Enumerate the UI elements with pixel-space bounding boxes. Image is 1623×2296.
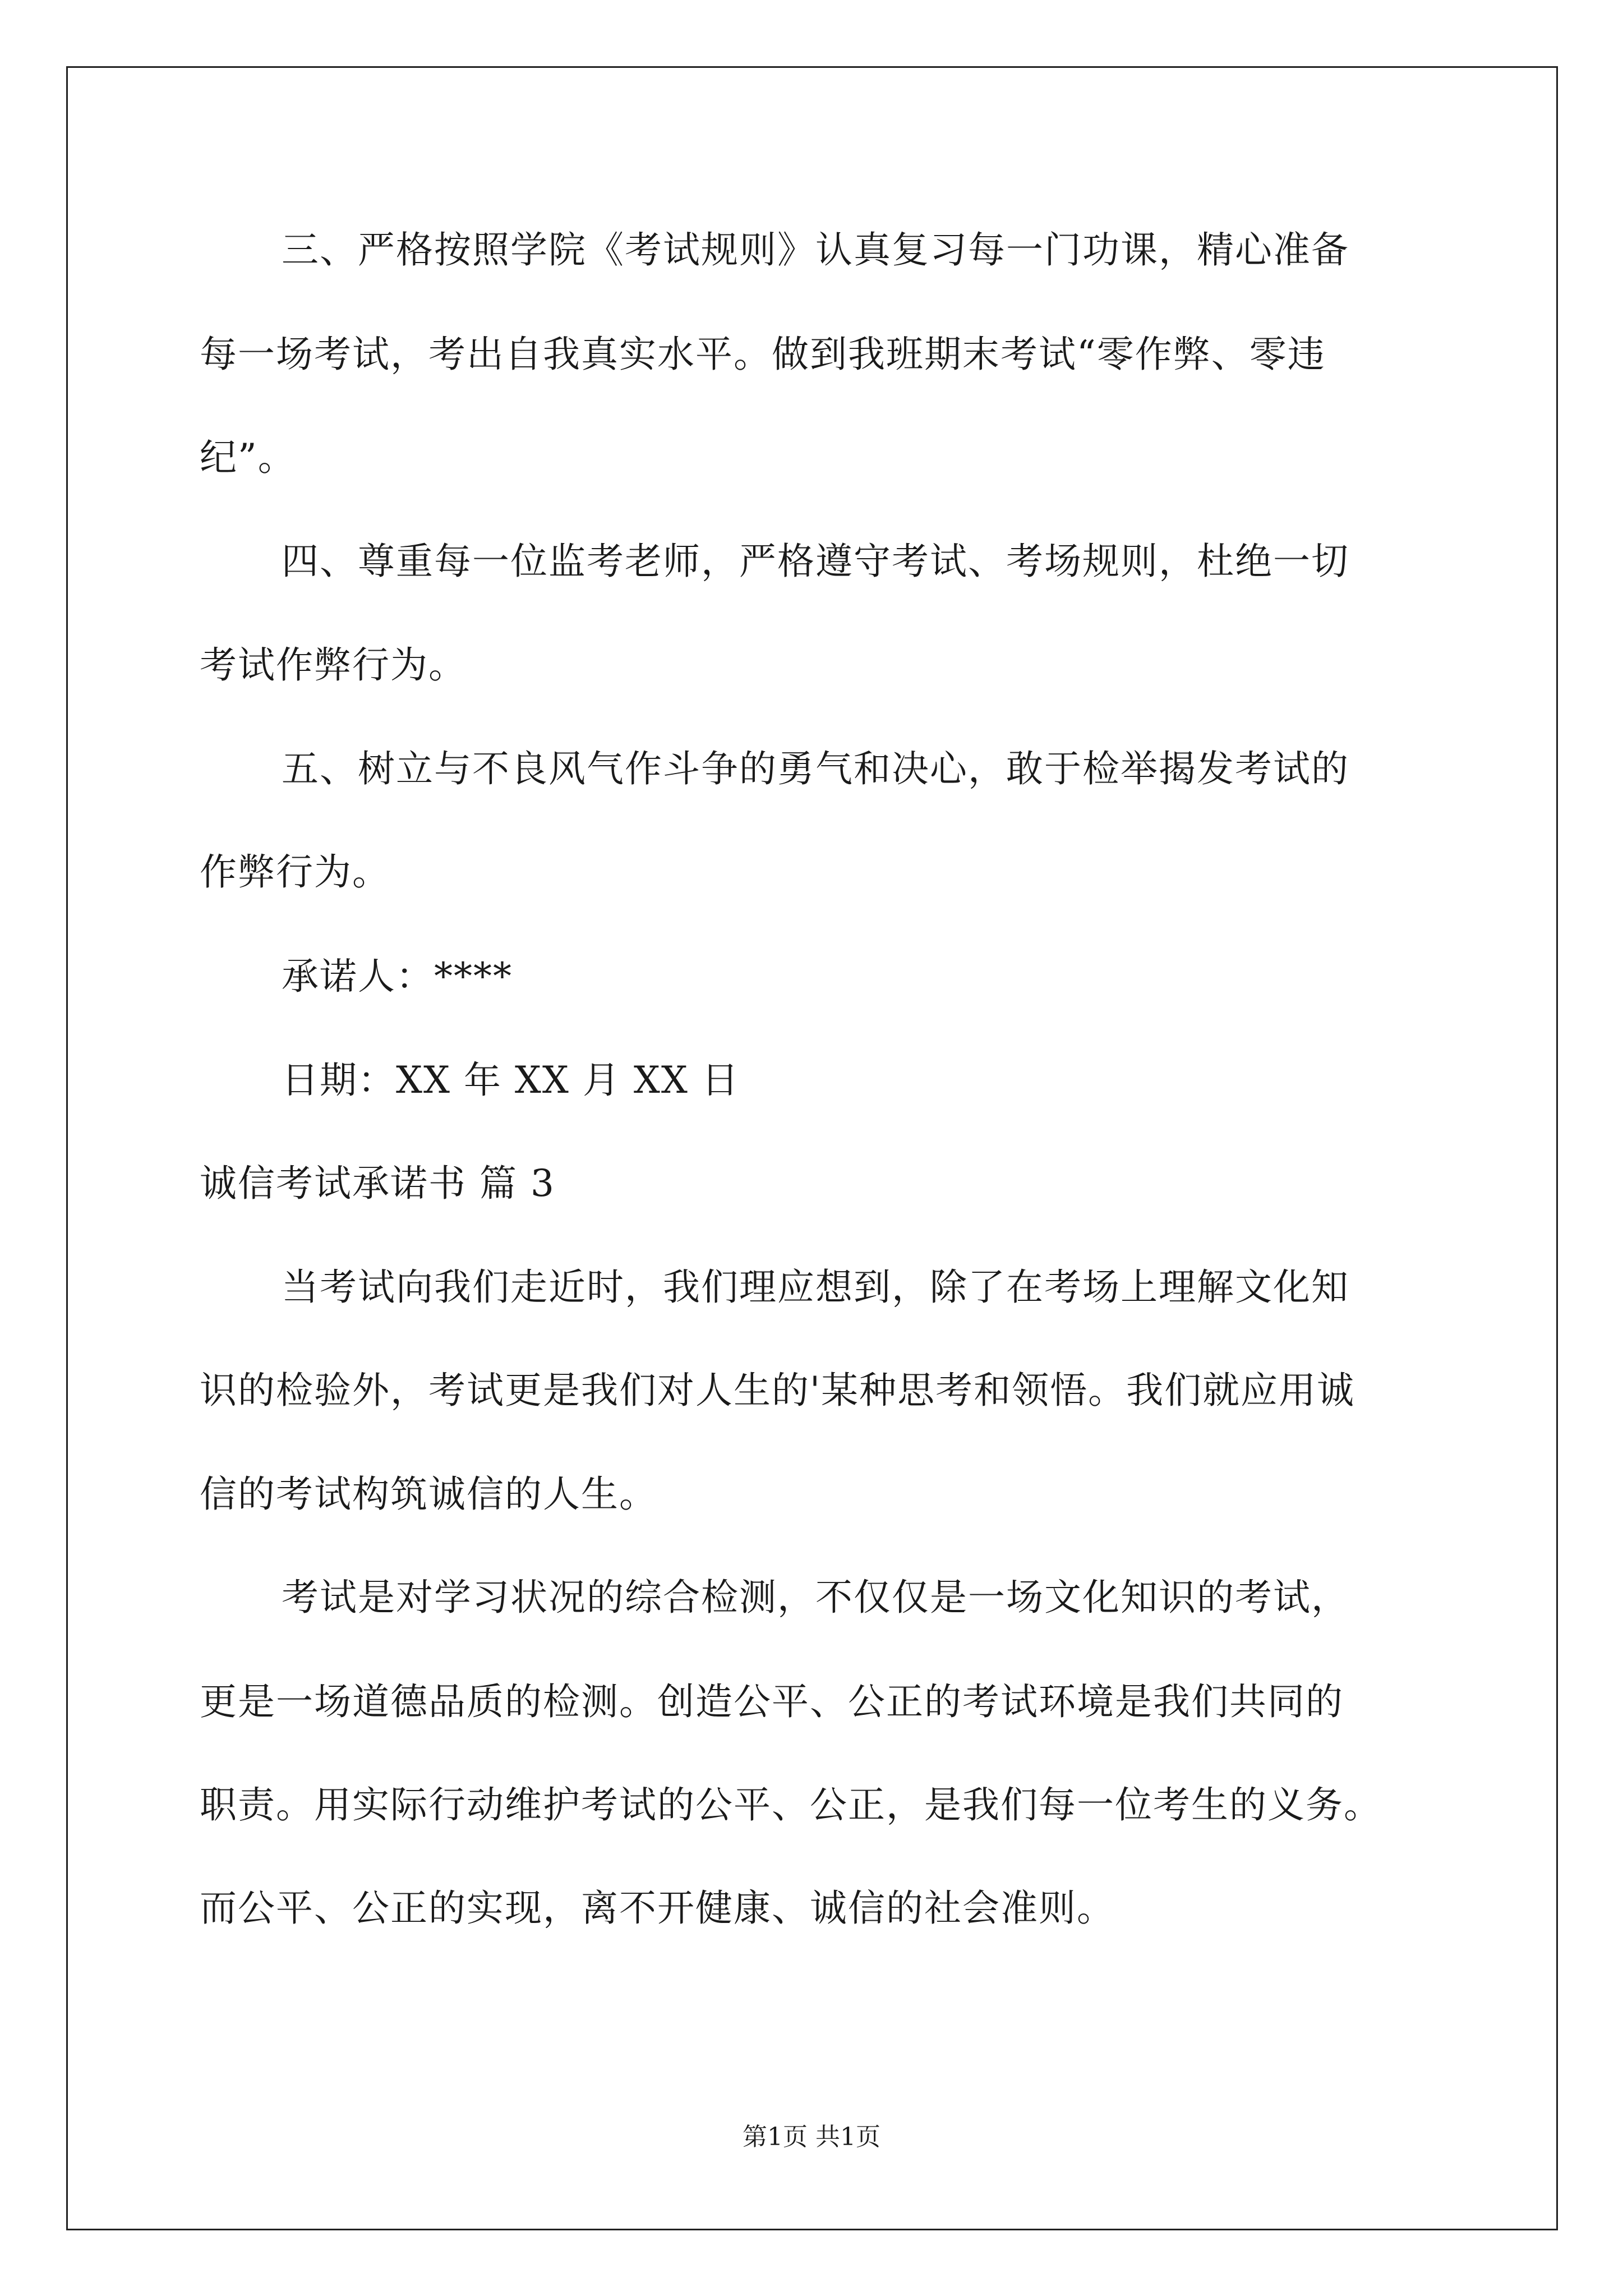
paragraph-5-line-1: 五、树立与不良风气作斗争的勇气和决心，敢于检举揭发考试的 — [282, 747, 1349, 790]
page-number-footer: 第1页 共1页 — [743, 2123, 880, 2151]
date-line: 日期：XX 年 XX 月 XX 日 — [282, 1059, 740, 1102]
essay-paragraph-1-line-1: 当考试向我们走近时，我们理应想到，除了在考场上理解文化知 — [282, 1266, 1349, 1309]
paragraph-3-line-3: 纪”。 — [200, 436, 296, 479]
paragraph-3-line-2: 每一场考试，考出自我真实水平。做到我班期末考试“零作弊、零违 — [200, 333, 1326, 376]
essay-paragraph-2-line-1: 考试是对学习状况的综合检测，不仅仅是一场文化知识的考试， — [282, 1576, 1349, 1619]
promisor-line: 承诺人：**** — [282, 955, 513, 998]
paragraph-5-line-2: 作弊行为。 — [200, 850, 390, 894]
paragraph-4-line-1: 四、尊重每一位监考老师，严格遵守考试、考场规则，杜绝一切 — [282, 540, 1349, 583]
essay-paragraph-2-line-2: 更是一场道德品质的检测。创造公平、公正的考试环境是我们共同的 — [200, 1680, 1344, 1723]
essay-paragraph-2-line-3: 职责。用实际行动维护考试的公平、公正，是我们每一位考生的义务。 — [200, 1783, 1382, 1826]
essay-paragraph-2-line-4: 而公平、公正的实现，离不开健康、诚信的社会准则。 — [200, 1887, 1115, 1930]
paragraph-4-line-2: 考试作弊行为。 — [200, 643, 467, 687]
essay-paragraph-1-line-3: 信的考试构筑诚信的人生。 — [200, 1473, 657, 1516]
essay-paragraph-1-line-2: 识的检验外，考试更是我们对人生的'某种思考和领悟。我们就应用诚 — [200, 1369, 1355, 1412]
paragraph-3-line-1: 三、严格按照学院《考试规则》认真复习每一门功课，精心准备 — [282, 228, 1349, 272]
section-heading: 诚信考试承诺书 篇 3 — [200, 1162, 555, 1205]
